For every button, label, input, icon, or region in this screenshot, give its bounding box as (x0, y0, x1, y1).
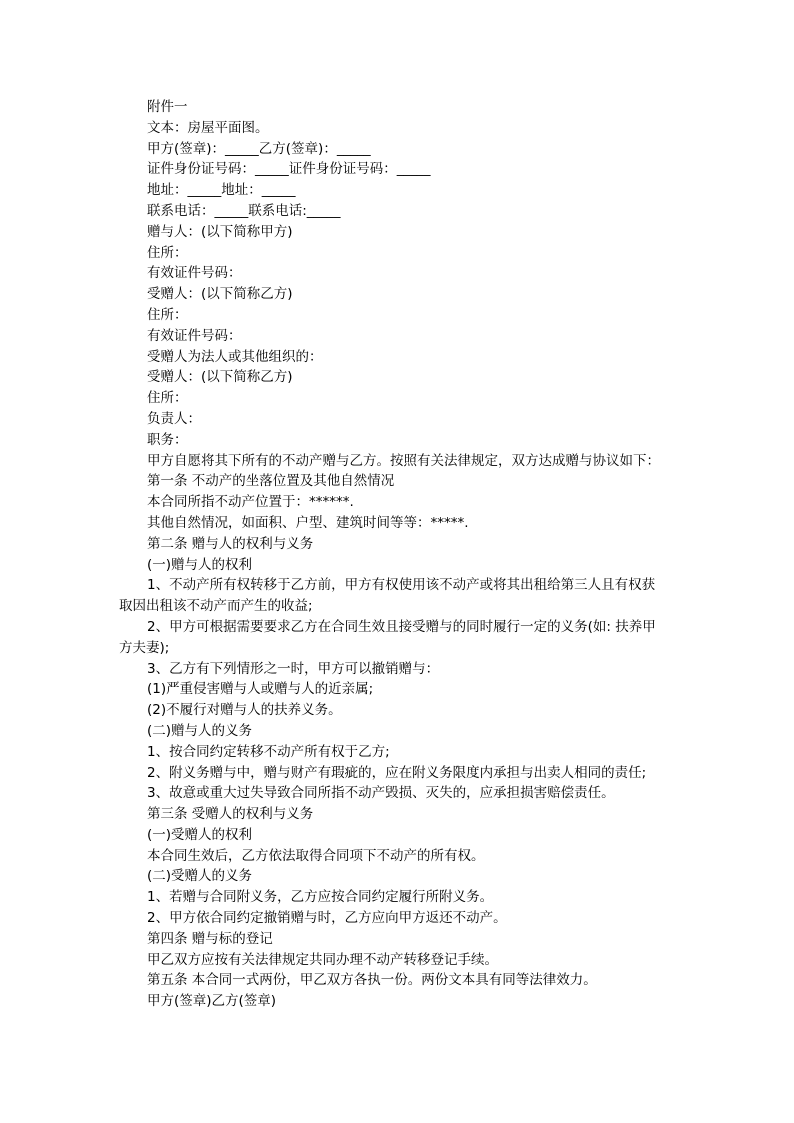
address-line: 地址：_____地址：_____ (147, 182, 296, 199)
clause-text: 1、按合同约定转移不动产所有权于乙方; (147, 743, 390, 760)
person-in-charge-line: 负责人： (147, 410, 201, 427)
clause-text: 1、若赠与合同附义务，乙方应按合同约定履行所附义务。 (147, 889, 494, 906)
sub-clause-text: (2)不履行对赠与人的扶养义务。 (147, 702, 342, 719)
clause-text-continued: 取因出租该不动产而产生的收益; (119, 598, 313, 615)
donee-obligations-heading: (二)受赠人的义务 (147, 868, 253, 885)
property-location-line: 本合同所指不动产位置于：******. (147, 494, 354, 511)
article-5-text: 第五条 本合同一式两份，甲乙双方各执一份。两份文本具有同等法律效力。 (147, 972, 597, 989)
valid-id-line: 有效证件号码： (147, 327, 242, 344)
donor-line: 赠与人：(以下简称甲方) (147, 223, 293, 240)
residence-line: 住所： (147, 244, 188, 261)
article-1-heading: 第一条 不动产的坐落位置及其他自然情况 (147, 473, 395, 490)
sub-clause-text: (1)严重侵害赠与人或赠与人的近亲属; (147, 681, 374, 698)
agreement-intro: 甲方自愿将其下所有的不动产赠与乙方。按照有关法律规定，双方达成赠与协议如下： (147, 452, 660, 469)
donee-rights-heading: (一)受赠人的权利 (147, 826, 253, 843)
residence-line: 住所： (147, 390, 188, 407)
clause-text: 2、甲方可根据需要要求乙方在合同生效且接受赠与的同时履行一定的义务(如: 扶养甲 (147, 618, 656, 635)
phone-line: 联系电话：_____联系电话:_____ (147, 202, 341, 219)
valid-id-line: 有效证件号码： (147, 265, 242, 282)
signature-footer: 甲方(签章)乙方(签章) (147, 993, 277, 1010)
clause-text: 甲乙双方应按有关法律规定共同办理不动产转移登记手续。 (147, 951, 498, 968)
donor-obligations-heading: (二)赠与人的义务 (147, 722, 253, 739)
signature-line: 甲方(签章)：_____乙方(签章)：_____ (147, 140, 371, 157)
clause-text: 本合同生效后，乙方依法取得合同项下不动产的所有权。 (147, 847, 485, 864)
clause-text: 2、甲方依合同约定撤销赠与时，乙方应向甲方返还不动产。 (147, 910, 507, 927)
residence-line: 住所： (147, 306, 188, 323)
article-2-heading: 第二条 赠与人的权利与义务 (147, 535, 314, 552)
property-details-line: 其他自然情况，如面积、户型、建筑时间等等：*****. (147, 514, 469, 531)
article-4-heading: 第四条 赠与标的登记 (147, 930, 273, 947)
attachment-heading: 附件一 (147, 99, 188, 115)
donor-rights-heading: (一)赠与人的权利 (147, 556, 253, 573)
position-line: 职务： (147, 431, 188, 448)
id-number-line: 证件身份证号码：_____证件身份证号码：_____ (147, 161, 431, 178)
donee-line: 受赠人：(以下简称乙方) (147, 286, 293, 303)
document-body (119, 97, 692, 1012)
clause-text: 2、附义务赠与中，赠与财产有瑕疵的，应在附义务限度内承担与出卖人相同的责任; (147, 764, 647, 781)
donee-line: 受赠人：(以下简称乙方) (147, 369, 293, 386)
clause-text-continued: 方夫妻); (119, 639, 170, 656)
donee-organization-line: 受赠人为法人或其他组织的： (147, 348, 323, 365)
clause-text: 3、乙方有下列情形之一时，甲方可以撤销赠与： (147, 660, 440, 677)
text-line: 文本：房屋平面图。 (147, 119, 269, 136)
article-3-heading: 第三条 受赠人的权利与义务 (147, 806, 314, 823)
clause-text: 3、故意或重大过失导致合同所指不动产毁损、灭失的，应承担损害赔偿责任。 (147, 785, 615, 802)
clause-text: 1、不动产所有权转移于乙方前，甲方有权使用该不动产或将其出租给第三人且有权获 (147, 577, 656, 594)
